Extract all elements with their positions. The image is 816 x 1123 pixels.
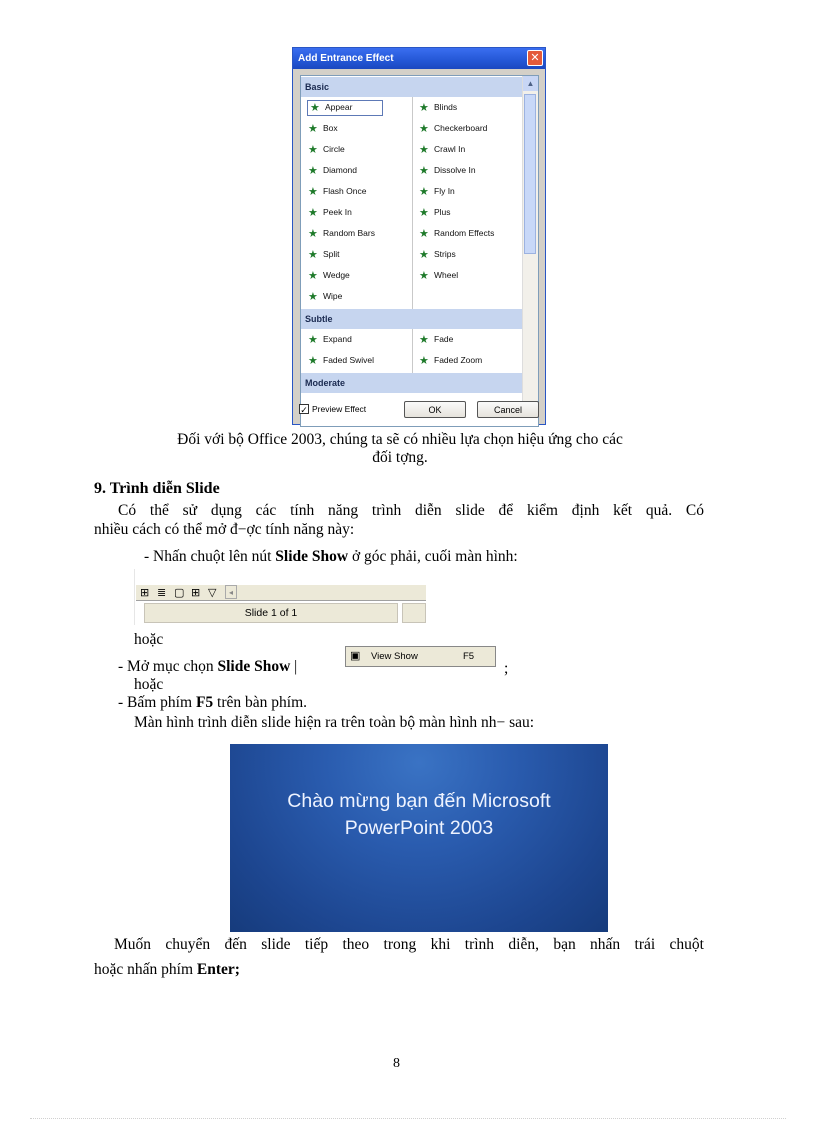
slide-show-icon[interactable]: ▽: [208, 586, 217, 599]
paragraph-1-line-2: nhiều cách có thể mở đ−ợc tính năng này:: [94, 521, 355, 538]
star-icon: ★: [419, 123, 429, 135]
or-text-1: hoặc: [134, 631, 164, 648]
paragraph-3-line-2: hoặc nhấn phím Enter;: [94, 961, 240, 978]
effect-diamond[interactable]: ★ Diamond: [308, 165, 358, 177]
figure-caption: Đối với bộ Office 2003, chúng ta sẽ có nhiều lựa chọn hiệu ứng cho các đối tợng.: [177, 431, 623, 466]
effect-random-effects[interactable]: ★ Random Effects: [419, 228, 495, 240]
star-icon: ★: [308, 186, 318, 198]
star-icon: ★: [419, 186, 429, 198]
effect-wheel[interactable]: ★ Wheel: [419, 270, 459, 282]
effect-dissolve-in[interactable]: ★ Dissolve In: [419, 165, 476, 177]
star-icon: ★: [310, 102, 320, 114]
effect-strips[interactable]: ★ Strips: [419, 249, 456, 261]
or-text-2: hoặc: [134, 676, 164, 693]
scroll-up-icon[interactable]: ▲: [523, 76, 538, 91]
star-icon: ★: [308, 334, 318, 346]
bullet-1: - Nhấn chuột lên nút Slide Show ở góc phải, cuối màn hình:: [144, 548, 518, 565]
effect-wedge[interactable]: ★ Wedge: [308, 270, 350, 282]
status-bar-pane: [402, 603, 426, 623]
scroll-left-icon[interactable]: ◂: [225, 585, 237, 599]
ok-button[interactable]: OK: [404, 401, 466, 418]
view-show-shortcut: F5: [463, 651, 475, 662]
effect-wipe[interactable]: ★ Wipe: [308, 291, 343, 303]
slide-indicator: Slide 1 of 1: [144, 603, 398, 623]
category-subtle: Subtle: [301, 309, 524, 329]
star-icon: ★: [308, 165, 318, 177]
section-heading: 9. Trình diễn Slide: [94, 480, 220, 497]
effect-fly-in[interactable]: ★ Fly In: [419, 186, 455, 198]
star-icon: ★: [419, 144, 429, 156]
dialog-title: Add Entrance Effect: [293, 48, 545, 69]
star-icon: ★: [419, 249, 429, 261]
star-icon: ★: [308, 355, 318, 367]
effect-split[interactable]: ★ Split: [308, 249, 340, 261]
slide-title-line-2: PowerPoint 2003: [344, 817, 494, 839]
star-icon: ★: [419, 165, 429, 177]
star-icon: ★: [419, 355, 429, 367]
effect-blinds[interactable]: ★ Blinds: [419, 102, 458, 114]
star-icon: ★: [308, 270, 318, 282]
view-buttons-bar: [136, 584, 426, 601]
effect-fade[interactable]: ★ Fade: [419, 334, 454, 346]
page-number: 8: [393, 1056, 400, 1071]
preview-effect-label[interactable]: Preview Effect: [312, 404, 367, 414]
slide-show-screenshot: [230, 744, 608, 932]
effect-peek-in[interactable]: ★ Peek In: [308, 207, 352, 219]
effect-circle[interactable]: ★ Circle: [308, 144, 345, 156]
star-icon: ★: [419, 207, 429, 219]
slide-title-line-1: Chào mừng bạn đến Microsoft: [287, 790, 551, 812]
normal-view-icon[interactable]: ⊞: [140, 586, 150, 599]
effect-list-scrollbar[interactable]: [522, 76, 538, 416]
star-icon: ★: [419, 270, 429, 282]
slide-view-icon[interactable]: ▢: [174, 586, 185, 599]
status-bar-screenshot: [134, 569, 426, 625]
star-icon: ★: [308, 207, 318, 219]
star-icon: ★: [419, 334, 429, 346]
column-divider: [412, 97, 413, 338]
view-show-menu-item[interactable]: [345, 646, 496, 667]
column-divider: [412, 329, 413, 373]
star-icon: ★: [419, 102, 429, 114]
effect-checkerboard[interactable]: ★ Checkerboard: [419, 123, 488, 135]
star-icon: ★: [308, 291, 318, 303]
outline-view-icon[interactable]: ≣: [157, 586, 167, 599]
effect-appear[interactable]: ★ Appear: [307, 100, 383, 116]
close-icon[interactable]: ✕: [527, 50, 543, 66]
star-icon: ★: [308, 228, 318, 240]
category-basic: Basic: [301, 77, 524, 97]
slide-sorter-icon[interactable]: ⊞: [191, 586, 201, 599]
preview-effect-checkbox[interactable]: ✓: [300, 405, 308, 415]
page-footer-rule: [30, 1118, 786, 1119]
effect-flash-once[interactable]: ★ Flash Once: [308, 186, 367, 198]
paragraph-2: Màn hình trình diễn slide hiện ra trên toàn bộ màn hình nh− sau:: [134, 714, 535, 731]
paragraph-1-line-1: Có thể sử dụng các tính năng trình diễn slide để kiểm định kết quả. Có: [118, 502, 704, 519]
effect-plus[interactable]: ★ Plus: [419, 207, 451, 219]
effect-expand[interactable]: ★ Expand: [308, 334, 352, 346]
add-entrance-effect-dialog: [292, 47, 546, 425]
bullet-2-end: ;: [504, 660, 509, 677]
effect-random-bars[interactable]: ★ Random Bars: [308, 228, 375, 240]
star-icon: ★: [419, 228, 429, 240]
star-icon: ★: [308, 144, 318, 156]
effect-list: [300, 75, 539, 427]
view-show-label: View Show: [371, 651, 418, 662]
effect-faded-swivel[interactable]: ★ Faded Swivel: [308, 355, 375, 367]
bullet-3: - Bấm phím F5 trên bàn phím.: [118, 694, 307, 711]
scroll-thumb[interactable]: [524, 94, 536, 254]
category-moderate: Moderate: [301, 373, 524, 393]
star-icon: ★: [308, 249, 318, 261]
effect-faded-zoom[interactable]: ★ Faded Zoom: [419, 355, 483, 367]
star-icon: ★: [308, 123, 318, 135]
cancel-button[interactable]: Cancel: [477, 401, 539, 418]
paragraph-3-line-1: Muốn chuyển đến slide tiếp theo trong khi trình diễn, bạn nhấn trái chuột: [114, 936, 704, 953]
effect-box[interactable]: ★ Box: [308, 123, 338, 135]
bullet-2: - Mở mục chọn Slide Show |: [118, 658, 298, 675]
projector-icon: ▣: [350, 650, 361, 662]
effect-crawl-in[interactable]: ★ Crawl In: [419, 144, 466, 156]
